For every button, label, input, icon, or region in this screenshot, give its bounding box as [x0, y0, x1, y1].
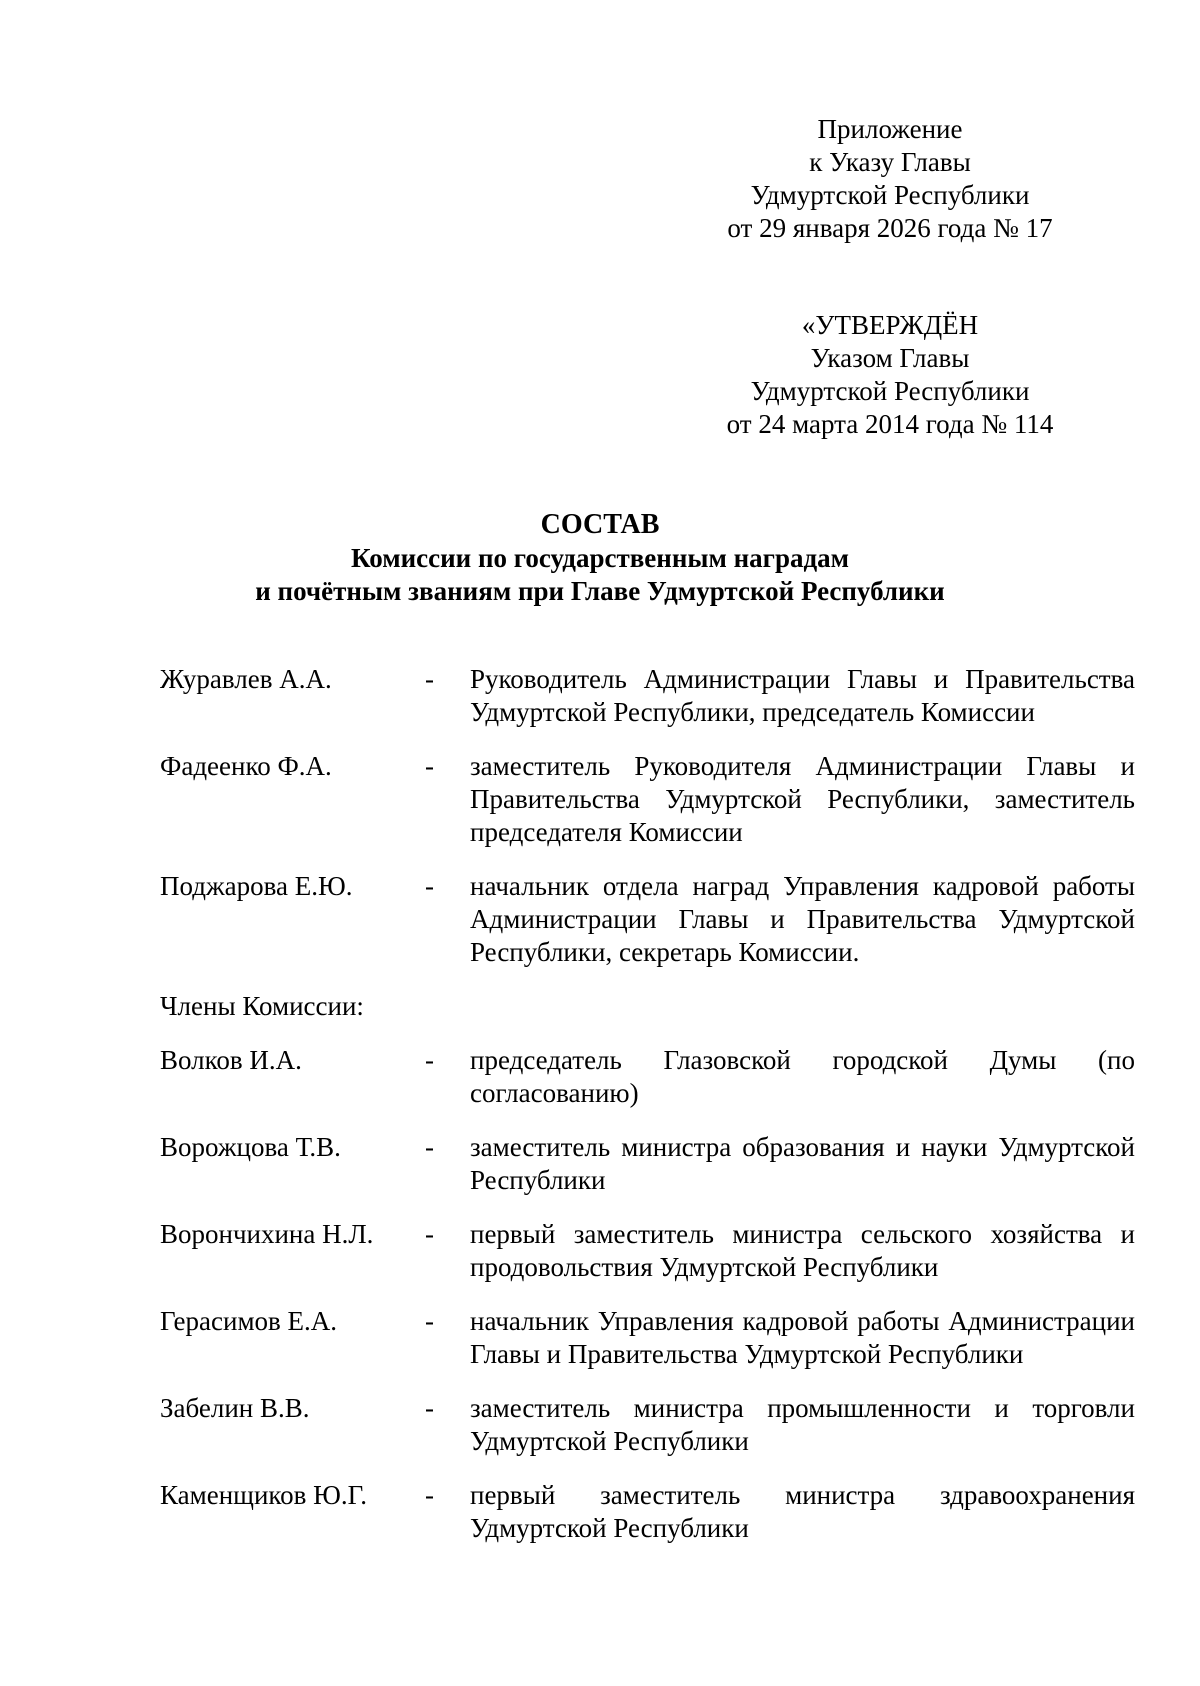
appendix-stamp [690, 113, 1090, 245]
title-subtitle-line: Комиссии по государственным наградам [350, 543, 850, 573]
member-name: Поджарова Е.Ю. [160, 871, 353, 901]
member-role: начальник отдела наград Управления кадровой работы Администрации Главы и Правительства Удмуртской Республики, секретарь Комиссии. [470, 871, 1135, 967]
roster-row [160, 1479, 1135, 1545]
title-heading: СОСТАВ [540, 509, 660, 540]
member-role: первый заместитель министра сельского хозяйства и продовольствия Удмуртской Республики [470, 1219, 1135, 1282]
appendix-line: Удмуртской Республики [750, 180, 1030, 210]
appendix-line: Приложение [817, 114, 963, 144]
dash-separator: - [425, 664, 434, 694]
dash-separator: - [425, 1393, 434, 1423]
member-role: первый заместитель министра здравоохранения Удмуртской Республики [470, 1480, 1135, 1543]
roster-row [160, 750, 1135, 849]
dash-separator: - [425, 871, 434, 901]
roster-row [160, 663, 1135, 729]
member-role: начальник Управления кадровой работы Администрации Главы и Правительства Удмуртской Республики [470, 1306, 1135, 1369]
member-role: заместитель министра промышленности и торговли Удмуртской Республики [470, 1393, 1135, 1456]
approval-line: «УТВЕРЖДЁН [801, 310, 979, 340]
members-section-label: Члены Комиссии: [160, 991, 364, 1021]
roster-row [160, 1044, 1135, 1110]
member-name: Забелин В.В. [160, 1393, 310, 1423]
member-name: Ворончихина Н.Л. [160, 1219, 374, 1249]
dash-separator: - [425, 751, 434, 781]
roster-row [160, 1218, 1135, 1284]
approval-line: Указом Главы [810, 343, 970, 373]
approval-line: от 24 марта 2014 года № 114 [726, 409, 1054, 439]
member-role: заместитель министра образования и науки Удмуртской Республики [470, 1132, 1135, 1195]
dash-separator: - [425, 1306, 434, 1336]
dash-separator: - [425, 1045, 434, 1075]
approval-line: Удмуртской Республики [750, 376, 1030, 406]
appendix-line: к Указу Главы [809, 147, 971, 177]
dash-separator: - [425, 1219, 434, 1249]
document-title [0, 508, 1200, 608]
member-role: Руководитель Администрации Главы и Правительства Удмуртской Республики, председатель Комиссии [470, 664, 1135, 727]
title-subtitle-line: и почётным званиям при Главе Удмуртской Республики [255, 576, 945, 606]
member-name: Герасимов Е.А. [160, 1306, 338, 1336]
member-name: Фадеенко Ф.А. [160, 751, 332, 781]
member-role: председатель Глазовской городской Думы (по согласованию) [470, 1045, 1135, 1108]
member-role: заместитель Руководителя Администрации Главы и Правительства Удмуртской Республики, заместитель председателя Комиссии [470, 751, 1135, 847]
appendix-line: от 29 января 2026 года № 17 [727, 213, 1053, 243]
approval-stamp [690, 309, 1090, 441]
roster-row [160, 1305, 1135, 1371]
commission-roster [160, 663, 1135, 1566]
roster-row [160, 1131, 1135, 1197]
member-name: Журавлев А.А. [160, 664, 332, 694]
roster-row [160, 870, 1135, 969]
member-name: Волков И.А. [160, 1045, 302, 1075]
member-name: Каменщиков Ю.Г. [160, 1480, 367, 1510]
roster-row [160, 1392, 1135, 1458]
dash-separator: - [425, 1480, 434, 1510]
member-name: Ворожцова Т.В. [160, 1132, 341, 1162]
dash-separator: - [425, 1132, 434, 1162]
